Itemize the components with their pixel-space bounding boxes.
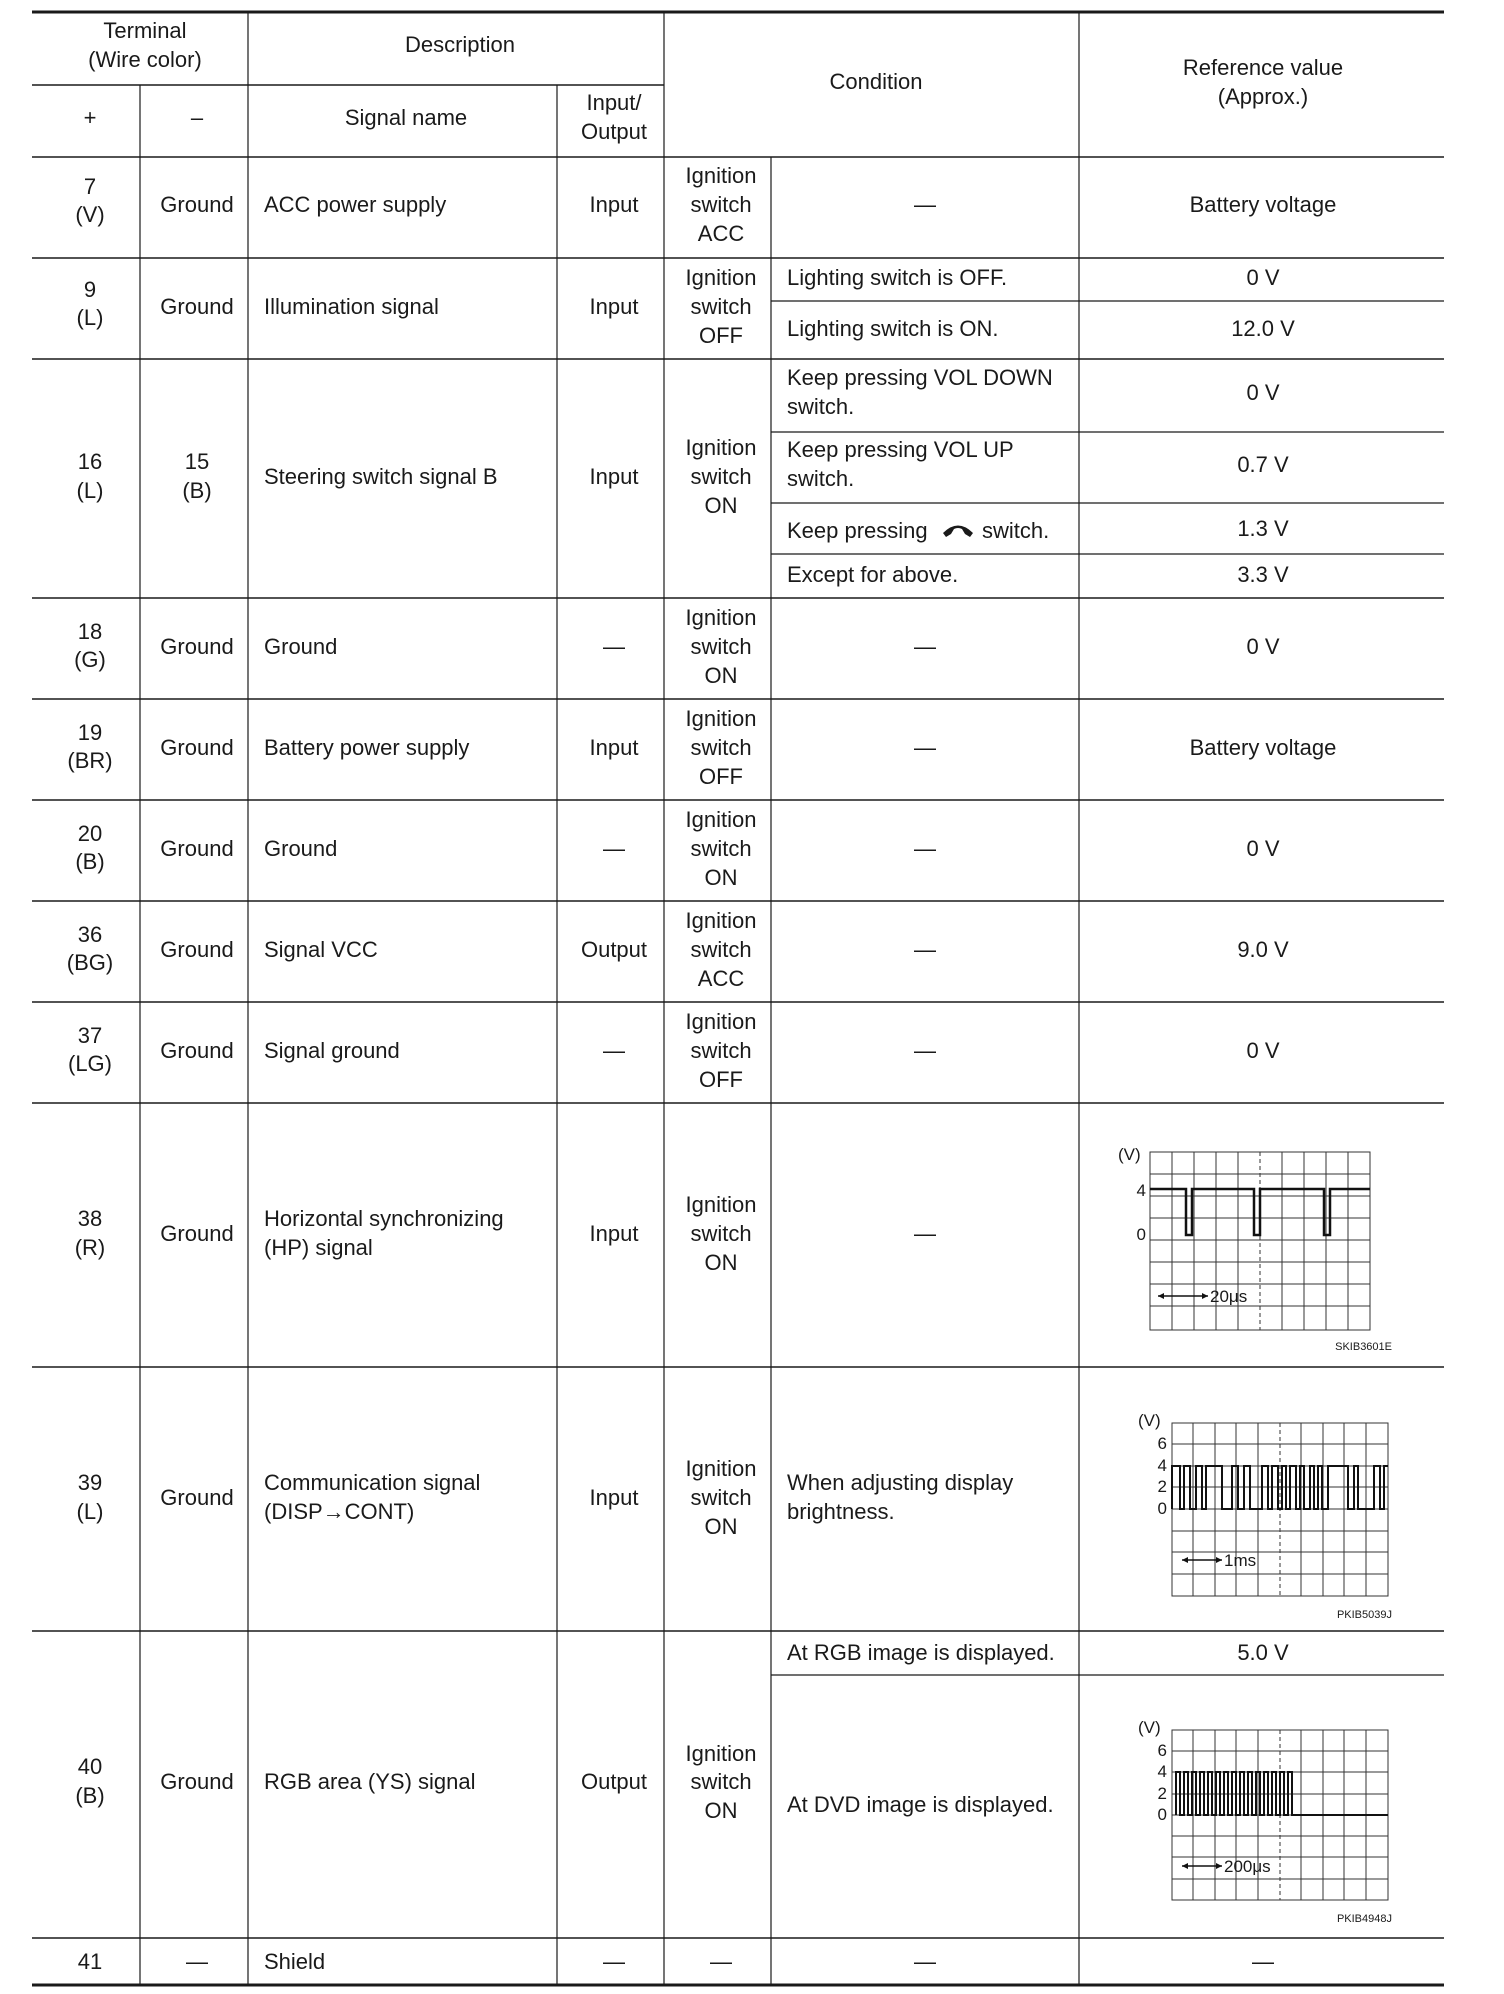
ignition-line-3: ACC (697, 966, 745, 991)
header-condition: Condition (829, 69, 923, 94)
signal-name: RGB area (YS) signal (264, 1769, 476, 1794)
signal-name: (DISP→CONT) (264, 1499, 415, 1524)
reference-value: 0 V (1246, 265, 1280, 290)
signal-name: Shield (264, 1949, 326, 1974)
table-row (77, 265, 1296, 348)
signal-name: Signal VCC (264, 937, 378, 962)
ignition-line-2: switch (690, 464, 752, 489)
negative-terminal: Ground (160, 937, 234, 962)
ignition-line-2: switch (690, 294, 752, 319)
figure-code: PKIB4948J (1336, 1913, 1392, 1925)
ignition-line-3: OFF (699, 764, 743, 789)
negative-terminal: Ground (160, 836, 234, 861)
ignition-line-1: Ignition (685, 1009, 757, 1034)
terminal-number: 20 (77, 821, 103, 846)
negative-terminal: Ground (160, 1769, 234, 1794)
ignition-line-3: OFF (699, 323, 743, 348)
terminal-number: 36 (77, 922, 103, 947)
negative-terminal: Ground (160, 634, 234, 659)
waveform-tick: 0 (1157, 1499, 1167, 1518)
ignition-line-1: Ignition (685, 1741, 757, 1766)
terminal-number: 7 (83, 174, 97, 199)
waveform-tick: 6 (1157, 1741, 1167, 1760)
waveform-tick: 2 (1157, 1784, 1167, 1803)
ignition-line-1: Ignition (685, 908, 757, 933)
condition-text: When adjusting display (787, 1470, 1014, 1495)
wire-color: (LG) (68, 1051, 112, 1076)
signal-name: ACC power supply (264, 192, 447, 217)
waveform-unit: (V) (1138, 1411, 1161, 1430)
signal-name: Horizontal synchronizing (264, 1206, 504, 1231)
table-row (75, 807, 1279, 890)
negative-wire-color: (B) (182, 478, 212, 503)
condition-text: Keep pressing VOL DOWN (787, 365, 1053, 390)
wire-color: (V) (75, 202, 105, 227)
signal-name: Ground (264, 836, 338, 861)
condition-text: At DVD image is displayed. (787, 1792, 1054, 1817)
condition-text: switch. (787, 394, 855, 419)
ignition-line-1: Ignition (685, 435, 757, 460)
table-row (75, 1640, 1392, 1925)
input-output: Input (589, 1485, 639, 1510)
ignition-line-2: switch (690, 836, 752, 861)
negative-terminal: 15 (184, 449, 210, 474)
reference-value: 0 V (1246, 1038, 1280, 1063)
wire-color: (L) (76, 478, 104, 503)
input-output: Output (580, 937, 648, 962)
ignition-line-2: switch (690, 1038, 752, 1063)
terminal-number: 9 (83, 277, 97, 302)
ignition-line-1: Ignition (685, 706, 757, 731)
input-output: — (603, 634, 625, 659)
reference-value: 0 V (1246, 836, 1280, 861)
input-output: Output (580, 1769, 648, 1794)
ignition-line-1: Ignition (685, 605, 757, 630)
condition-text: — (914, 1949, 936, 1974)
input-output: — (603, 1038, 625, 1063)
condition-text: At RGB image is displayed. (787, 1640, 1055, 1665)
condition-text: switch. (787, 466, 855, 491)
waveform-scale: 200μs (1224, 1857, 1271, 1876)
signal-name: Signal ground (264, 1038, 400, 1063)
terminal-number: 39 (77, 1470, 103, 1495)
signal-name: Ground (264, 634, 338, 659)
wire-color: (B) (75, 849, 105, 874)
condition-text: — (914, 192, 936, 217)
figure-code: PKIB5039J (1336, 1609, 1392, 1621)
header-terminal: Terminal (103, 18, 187, 43)
negative-terminal: Ground (160, 1038, 234, 1063)
header-minus: – (190, 105, 204, 130)
terminal-number: 37 (77, 1023, 103, 1048)
header-io-2: Output (580, 119, 648, 144)
waveform-unit: (V) (1138, 1718, 1161, 1737)
waveform-scale: 1ms (1224, 1551, 1257, 1570)
signal-name: Illumination signal (264, 294, 439, 319)
waveform-tick: 4 (1136, 1181, 1146, 1200)
input-output: Input (589, 192, 639, 217)
reference-value: 0 V (1246, 634, 1280, 659)
ignition-line-3: ON (704, 663, 738, 688)
ignition-line-3: OFF (699, 1067, 743, 1092)
header-io-1: Input/ (586, 90, 642, 115)
table-row (77, 1411, 1392, 1621)
condition-text: Keep pressing VOL UP (787, 437, 1014, 462)
ignition-line-2: switch (690, 634, 752, 659)
signal-name: Battery power supply (264, 735, 470, 760)
waveform-communication-signal (1138, 1411, 1392, 1621)
terminal-number: 40 (77, 1754, 103, 1779)
ignition-line-3: ON (704, 1798, 738, 1823)
condition-text: — (914, 1221, 936, 1246)
reference-value: 5.0 V (1237, 1640, 1289, 1665)
wire-color: (R) (74, 1235, 106, 1260)
reference-value: Battery voltage (1189, 192, 1337, 217)
condition-text: — (914, 937, 936, 962)
input-output: Input (589, 464, 639, 489)
table-row (75, 1145, 1392, 1353)
negative-terminal: Ground (160, 1221, 234, 1246)
terminal-number: 16 (77, 449, 103, 474)
condition-text: — (914, 836, 936, 861)
reference-value: 3.3 V (1237, 562, 1289, 587)
ignition-text: — (710, 1949, 732, 1974)
waveform-scale: 20μs (1210, 1287, 1248, 1306)
ignition-line-1: Ignition (685, 807, 757, 832)
ignition-line-2: switch (690, 1221, 752, 1246)
negative-terminal: Ground (160, 192, 234, 217)
condition-text: Lighting switch is OFF. (787, 265, 1008, 290)
negative-terminal: Ground (160, 294, 234, 319)
waveform-tick: 0 (1157, 1805, 1167, 1824)
waveform-rgb-area-signal (1138, 1718, 1392, 1925)
table-row (75, 163, 1336, 246)
waveform-tick: 0 (1136, 1225, 1146, 1244)
ignition-line-3: ON (704, 1514, 738, 1539)
table-row (78, 1949, 1274, 1974)
header-approx: (Approx.) (1217, 84, 1309, 109)
ignition-line-2: switch (690, 735, 752, 760)
wire-color: (L) (76, 305, 104, 330)
terminal-number: 38 (77, 1206, 103, 1231)
input-output: — (603, 836, 625, 861)
condition-text: Keep pressing (787, 518, 928, 543)
ignition-line-2: switch (690, 937, 752, 962)
figure-code: SKIB3601E (1335, 1341, 1392, 1353)
reference-value: 0 V (1246, 380, 1280, 405)
table-row (67, 908, 1289, 991)
header-reference: Reference value (1182, 55, 1344, 80)
condition-text: Except for above. (787, 562, 959, 587)
reference-value: 1.3 V (1237, 516, 1289, 541)
ignition-line-1: Ignition (685, 1192, 757, 1217)
table-row (74, 605, 1280, 688)
condition-text: — (914, 1038, 936, 1063)
phone-icon (943, 526, 973, 538)
input-output: Input (589, 294, 639, 319)
ignition-line-1: Ignition (685, 163, 757, 188)
ignition-line-3: ACC (697, 221, 745, 246)
ignition-line-3: ON (704, 1250, 738, 1275)
negative-terminal: — (186, 1949, 208, 1974)
condition-text: brightness. (787, 1499, 895, 1524)
waveform-tick: 6 (1157, 1434, 1167, 1453)
signal-name: Communication signal (264, 1470, 481, 1495)
condition-text: — (914, 735, 936, 760)
reference-value: — (1252, 1949, 1274, 1974)
waveform-unit: (V) (1118, 1145, 1141, 1164)
input-output: Input (589, 1221, 639, 1246)
table-header (84, 18, 1344, 144)
ignition-line-2: switch (690, 1769, 752, 1794)
terminal-number: 41 (77, 1949, 103, 1974)
wire-color: (BR) (67, 748, 113, 773)
signal-name: (HP) signal (264, 1235, 373, 1260)
terminal-number: 18 (77, 619, 103, 644)
table-row (67, 706, 1336, 789)
waveform-tick: 4 (1157, 1456, 1167, 1475)
wire-color: (B) (75, 1783, 105, 1808)
reference-value: 12.0 V (1231, 316, 1295, 341)
wire-color: (BG) (66, 950, 114, 975)
ignition-line-2: switch (690, 1485, 752, 1510)
waveform-hp-signal (1118, 1145, 1392, 1353)
condition-text: Lighting switch is ON. (787, 316, 999, 341)
negative-terminal: Ground (160, 1485, 234, 1510)
ignition-line-1: Ignition (685, 265, 757, 290)
signal-name: Steering switch signal B (264, 464, 498, 489)
reference-value: 9.0 V (1237, 937, 1289, 962)
header-plus: + (83, 105, 97, 130)
wire-color: (G) (74, 647, 106, 672)
header-wire-color: (Wire color) (88, 47, 202, 72)
reference-value: 0.7 V (1237, 452, 1289, 477)
input-output: Input (589, 735, 639, 760)
terminal-number: 19 (77, 720, 103, 745)
header-description: Description (404, 32, 516, 57)
waveform-tick: 4 (1157, 1762, 1167, 1781)
ignition-line-3: ON (704, 865, 738, 890)
header-signal-name: Signal name (344, 105, 468, 130)
ignition-line-2: switch (690, 192, 752, 217)
wire-color: (L) (76, 1499, 104, 1524)
input-output: — (603, 1949, 625, 1974)
ignition-line-1: Ignition (685, 1456, 757, 1481)
condition-text: switch. (982, 518, 1050, 543)
table-row (68, 1009, 1280, 1092)
negative-terminal: Ground (160, 735, 234, 760)
condition-text: — (914, 634, 936, 659)
ignition-line-3: ON (704, 493, 738, 518)
waveform-tick: 2 (1157, 1477, 1167, 1496)
reference-value: Battery voltage (1189, 735, 1337, 760)
